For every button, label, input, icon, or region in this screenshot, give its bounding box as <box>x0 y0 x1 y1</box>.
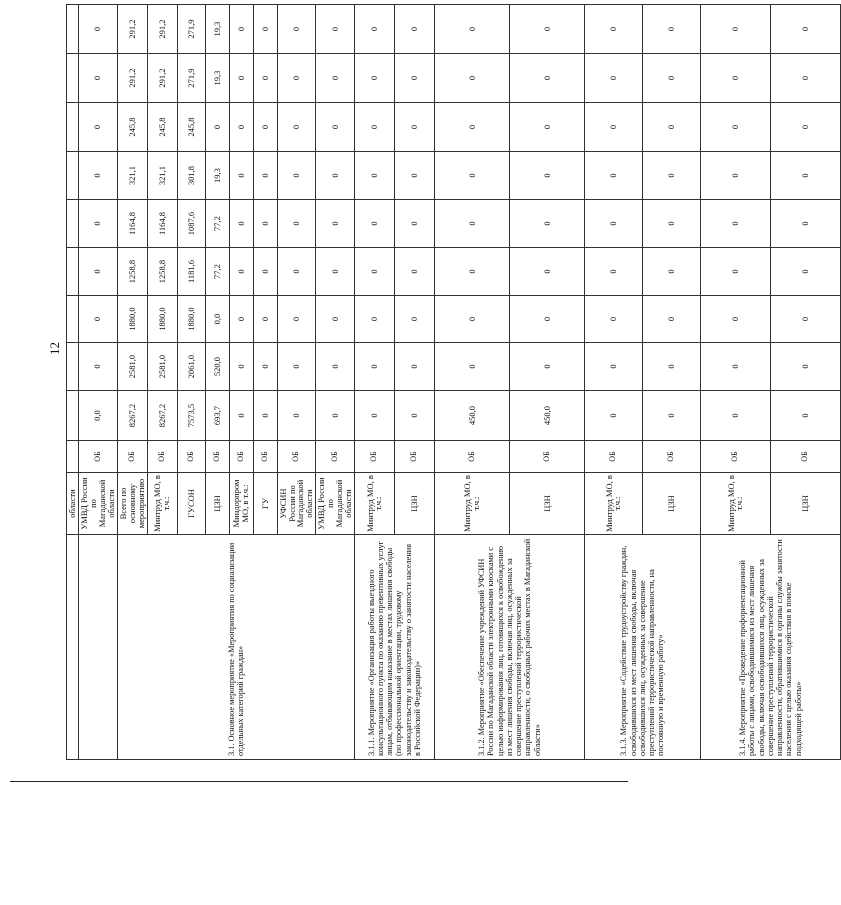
blank-cell <box>67 343 79 391</box>
measure-description: 3.1.3. Мероприятие «Содействие трудоустройству граждан, освободившихся из мест лишения свободы, включая освободившихся лиц, осужденных за совершение преступлений террористической направленности, на постоянную и временную работу» <box>584 535 700 760</box>
value-cell: 245,8 <box>117 103 147 152</box>
source-cell: ОБ <box>78 441 117 473</box>
executor-cell: Минтруд МО, в т.ч.: <box>147 473 177 535</box>
value-cell: 0 <box>770 5 840 54</box>
blank-cell <box>67 296 79 343</box>
value-cell: 0 <box>434 200 509 248</box>
blank-cell <box>67 535 79 760</box>
footer-rule <box>10 781 628 782</box>
value-cell: 7573,5 <box>177 391 205 441</box>
value-cell: 0 <box>354 248 394 296</box>
source-cell: ОБ <box>642 441 700 473</box>
value-cell: 0 <box>584 296 642 343</box>
source-cell: ОБ <box>205 441 229 473</box>
value-cell: 0 <box>700 248 770 296</box>
value-cell: 245,8 <box>177 103 205 152</box>
source-cell: ОБ <box>509 441 584 473</box>
executor-cell: ЦЗН <box>509 473 584 535</box>
value-cell: 0 <box>78 200 117 248</box>
value-cell: 0 <box>229 54 253 103</box>
value-cell: 0 <box>354 391 394 441</box>
measure-description: 3.1.4. Мероприятие «Проведение профориентационной работы с лицами, освободившимися из мест лишения свободы, включая освободившихся лиц, осужденных за совершение преступлений террористической направленности, обратившимися в органы службы занятости населения с целью оказания содействия в поиске подходящей работы» <box>700 535 840 760</box>
value-cell: 0 <box>394 5 434 54</box>
table-row <box>117 5 147 760</box>
table-row <box>434 5 509 760</box>
value-cell: 0 <box>229 152 253 200</box>
value-cell: 1258,8 <box>117 248 147 296</box>
value-cell: 0 <box>277 343 316 391</box>
measure-description: 3.1.2. Мероприятие «Обеспечение учреждений УФСИН России по Магаданской области электронными киосками с целью информирования лиц, готовящихся к освобождению из мест лишения свободы, включая лиц, осужденных за совершение преступлений террористической направленности, о свободных рабочих местах в Магаданской области» <box>434 535 584 760</box>
value-cell: 0 <box>316 54 355 103</box>
blank-cell <box>67 248 79 296</box>
source-cell: ОБ <box>394 441 434 473</box>
value-cell: 0 <box>642 296 700 343</box>
value-cell: 19,3 <box>205 54 229 103</box>
value-cell: 0 <box>700 54 770 103</box>
value-cell: 0 <box>229 5 253 54</box>
value-cell: 0 <box>700 296 770 343</box>
executor-cell: Минтруд МО, в т.ч.: <box>354 473 394 535</box>
value-cell: 0 <box>509 54 584 103</box>
value-cell: 0 <box>394 152 434 200</box>
source-cell: ОБ <box>229 441 253 473</box>
value-cell: 0 <box>253 248 277 296</box>
value-cell: 2581,0 <box>147 343 177 391</box>
value-cell: 19,3 <box>205 5 229 54</box>
value-cell: 0 <box>253 152 277 200</box>
executor-cell: Минтруд МО, в т.ч.: <box>700 473 770 535</box>
value-cell: 0 <box>253 343 277 391</box>
value-cell: 0 <box>770 296 840 343</box>
value-cell: 0 <box>229 343 253 391</box>
value-cell: 291,2 <box>147 54 177 103</box>
value-cell: 0 <box>509 296 584 343</box>
value-cell: 1087,6 <box>177 200 205 248</box>
value-cell: 0 <box>509 5 584 54</box>
source-cell: ОБ <box>147 441 177 473</box>
value-cell: 0 <box>78 296 117 343</box>
value-cell: 0 <box>700 152 770 200</box>
value-cell: 0 <box>584 343 642 391</box>
value-cell: 245,8 <box>147 103 177 152</box>
value-cell: 0 <box>642 343 700 391</box>
value-cell: 0 <box>354 54 394 103</box>
value-cell: 77,2 <box>205 200 229 248</box>
source-cell: ОБ <box>354 441 394 473</box>
source-cell: ОБ <box>177 441 205 473</box>
value-cell: 271,9 <box>177 54 205 103</box>
value-cell: 8267,2 <box>117 391 147 441</box>
value-cell: 0 <box>277 5 316 54</box>
value-cell: 0 <box>316 296 355 343</box>
value-cell: 0 <box>584 54 642 103</box>
value-cell: 0 <box>394 200 434 248</box>
value-cell: 1880,0 <box>117 296 147 343</box>
budget-table <box>66 4 841 760</box>
value-cell: 0 <box>277 296 316 343</box>
value-cell: 0 <box>509 152 584 200</box>
value-cell: 0 <box>584 103 642 152</box>
table-row <box>354 5 394 760</box>
blank-cell <box>78 535 117 760</box>
value-cell: 1181,6 <box>177 248 205 296</box>
source-cell: ОБ <box>277 441 316 473</box>
value-cell: 0 <box>316 103 355 152</box>
value-cell: 0 <box>642 5 700 54</box>
value-cell: 0 <box>770 200 840 248</box>
value-cell: 0 <box>700 343 770 391</box>
value-cell: 0 <box>394 343 434 391</box>
value-cell: 0 <box>642 152 700 200</box>
executor-cell: Минтруд МО, в т.ч.: <box>434 473 509 535</box>
source-cell: ОБ <box>584 441 642 473</box>
value-cell: 1164,8 <box>117 200 147 248</box>
value-cell: 2061,0 <box>177 343 205 391</box>
value-cell: 0 <box>316 343 355 391</box>
value-cell: 301,8 <box>177 152 205 200</box>
value-cell: 0,0 <box>78 391 117 441</box>
value-cell: 0 <box>434 54 509 103</box>
blank-cell <box>67 441 79 473</box>
value-cell: 0 <box>78 343 117 391</box>
value-cell: 0 <box>354 200 394 248</box>
value-cell: 0 <box>434 152 509 200</box>
value-cell: 450,0 <box>434 391 509 441</box>
value-cell: 0 <box>277 248 316 296</box>
value-cell: 0 <box>277 391 316 441</box>
value-cell: 0 <box>770 248 840 296</box>
value-cell: 0 <box>700 5 770 54</box>
blank-cell <box>67 200 79 248</box>
value-cell: 0 <box>78 54 117 103</box>
source-cell: ОБ <box>316 441 355 473</box>
value-cell: 0 <box>78 152 117 200</box>
value-cell: 0 <box>434 343 509 391</box>
measure-description: 3.1.1. Мероприятие «Организация работы выездного консультационного пункта по оказанию превентивных услуг лицам, отбывающим наказание в местах лишения свободы (по профессиональной ориентации, трудовому законодательству и законодательству о занятости населения в Российской Федерации)» <box>354 535 434 760</box>
value-cell: 0 <box>700 391 770 441</box>
value-cell: 0 <box>229 296 253 343</box>
value-cell: 271,9 <box>177 5 205 54</box>
value-cell: 321,1 <box>117 152 147 200</box>
value-cell: 0,0 <box>205 296 229 343</box>
value-cell: 1880,0 <box>147 296 177 343</box>
value-cell: 0 <box>509 103 584 152</box>
source-cell: ОБ <box>434 441 509 473</box>
value-cell: 8267,2 <box>147 391 177 441</box>
value-cell: 520,0 <box>205 343 229 391</box>
value-cell: 0 <box>509 200 584 248</box>
value-cell: 0 <box>229 248 253 296</box>
value-cell: 0 <box>700 200 770 248</box>
blank-cell <box>67 54 79 103</box>
value-cell: 0 <box>277 103 316 152</box>
value-cell: 321,1 <box>147 152 177 200</box>
value-cell: 0 <box>253 200 277 248</box>
value-cell: 0 <box>78 248 117 296</box>
value-cell: 291,2 <box>117 5 147 54</box>
value-cell: 1164,8 <box>147 200 177 248</box>
value-cell: 0 <box>354 5 394 54</box>
page-number: 12 <box>47 342 62 355</box>
value-cell: 0 <box>316 152 355 200</box>
measure-description: 3.1. Основное мероприятие «Мероприятия по социализации отдельных категорий граждан» <box>117 535 354 760</box>
value-cell: 0 <box>354 152 394 200</box>
value-cell: 0 <box>316 5 355 54</box>
executor-cell: ЦЗН <box>770 473 840 535</box>
value-cell: 0 <box>394 248 434 296</box>
value-cell: 0 <box>700 103 770 152</box>
value-cell: 0 <box>78 5 117 54</box>
value-cell: 450,0 <box>509 391 584 441</box>
value-cell: 0 <box>354 103 394 152</box>
value-cell: 291,2 <box>117 54 147 103</box>
executor-cell: УФСИН России по Магаданской области <box>277 473 316 535</box>
value-cell: 0 <box>229 200 253 248</box>
executor-cell: Миндорпром МО, в т.ч.: <box>229 473 253 535</box>
executor-cell: ЦЗН <box>394 473 434 535</box>
value-cell: 19,3 <box>205 152 229 200</box>
value-cell: 0 <box>584 5 642 54</box>
value-cell: 0 <box>394 54 434 103</box>
value-cell: 77,2 <box>205 248 229 296</box>
executor-cell: ГУСОН <box>177 473 205 535</box>
table-header-row <box>67 5 79 760</box>
value-cell: 0 <box>253 5 277 54</box>
table-row <box>700 5 770 760</box>
value-cell: 0 <box>770 343 840 391</box>
value-cell: 0 <box>394 391 434 441</box>
blank-cell <box>67 152 79 200</box>
executor-cell: ГУ <box>253 473 277 535</box>
value-cell: 0 <box>316 391 355 441</box>
value-cell: 0 <box>229 391 253 441</box>
value-cell: 0 <box>253 296 277 343</box>
executor-cell: Всего по основному мероприятию <box>117 473 147 535</box>
blank-cell <box>67 391 79 441</box>
value-cell: 0 <box>78 103 117 152</box>
executor-cell: УМВД России по Магаданской области <box>78 473 117 535</box>
blank-cell <box>67 103 79 152</box>
value-cell: 0 <box>354 296 394 343</box>
value-cell: 0 <box>434 296 509 343</box>
value-cell: 1258,8 <box>147 248 177 296</box>
blank-cell <box>67 5 79 54</box>
value-cell: 0 <box>277 54 316 103</box>
value-cell: 693,7 <box>205 391 229 441</box>
value-cell: 0 <box>509 343 584 391</box>
source-cell: ОБ <box>117 441 147 473</box>
executor-cell: ЦЗН <box>205 473 229 535</box>
value-cell: 0 <box>584 200 642 248</box>
value-cell: 0 <box>642 391 700 441</box>
value-cell: 2581,0 <box>117 343 147 391</box>
executor-cell: ЦЗН <box>642 473 700 535</box>
value-cell: 0 <box>770 391 840 441</box>
executor-cell: УМВД России по Магаданской области <box>316 473 355 535</box>
value-cell: 0 <box>394 296 434 343</box>
value-cell: 0 <box>277 200 316 248</box>
value-cell: 0 <box>434 103 509 152</box>
value-cell: 0 <box>434 248 509 296</box>
value-cell: 0 <box>316 200 355 248</box>
source-cell: ОБ <box>700 441 770 473</box>
table-row <box>78 5 117 760</box>
value-cell: 0 <box>770 54 840 103</box>
value-cell: 0 <box>316 248 355 296</box>
value-cell: 0 <box>642 54 700 103</box>
value-cell: 0 <box>584 152 642 200</box>
value-cell: 0 <box>277 152 316 200</box>
value-cell: 0 <box>770 103 840 152</box>
value-cell: 0 <box>205 103 229 152</box>
value-cell: 0 <box>584 248 642 296</box>
value-cell: 0 <box>354 343 394 391</box>
source-cell: ОБ <box>770 441 840 473</box>
value-cell: 0 <box>642 200 700 248</box>
value-cell: 0 <box>253 103 277 152</box>
value-cell: 0 <box>509 248 584 296</box>
value-cell: 0 <box>434 5 509 54</box>
value-cell: 0 <box>770 152 840 200</box>
value-cell: 291,2 <box>147 5 177 54</box>
value-cell: 1880,0 <box>177 296 205 343</box>
source-cell: ОБ <box>253 441 277 473</box>
budget-table-area <box>66 5 811 760</box>
value-cell: 0 <box>253 54 277 103</box>
value-cell: 0 <box>394 103 434 152</box>
header-fragment: области <box>67 473 79 535</box>
table-row <box>584 5 642 760</box>
value-cell: 0 <box>229 103 253 152</box>
executor-cell: Минтруд МО, в т.ч.: <box>584 473 642 535</box>
value-cell: 0 <box>253 391 277 441</box>
value-cell: 0 <box>642 103 700 152</box>
value-cell: 0 <box>642 248 700 296</box>
value-cell: 0 <box>584 391 642 441</box>
